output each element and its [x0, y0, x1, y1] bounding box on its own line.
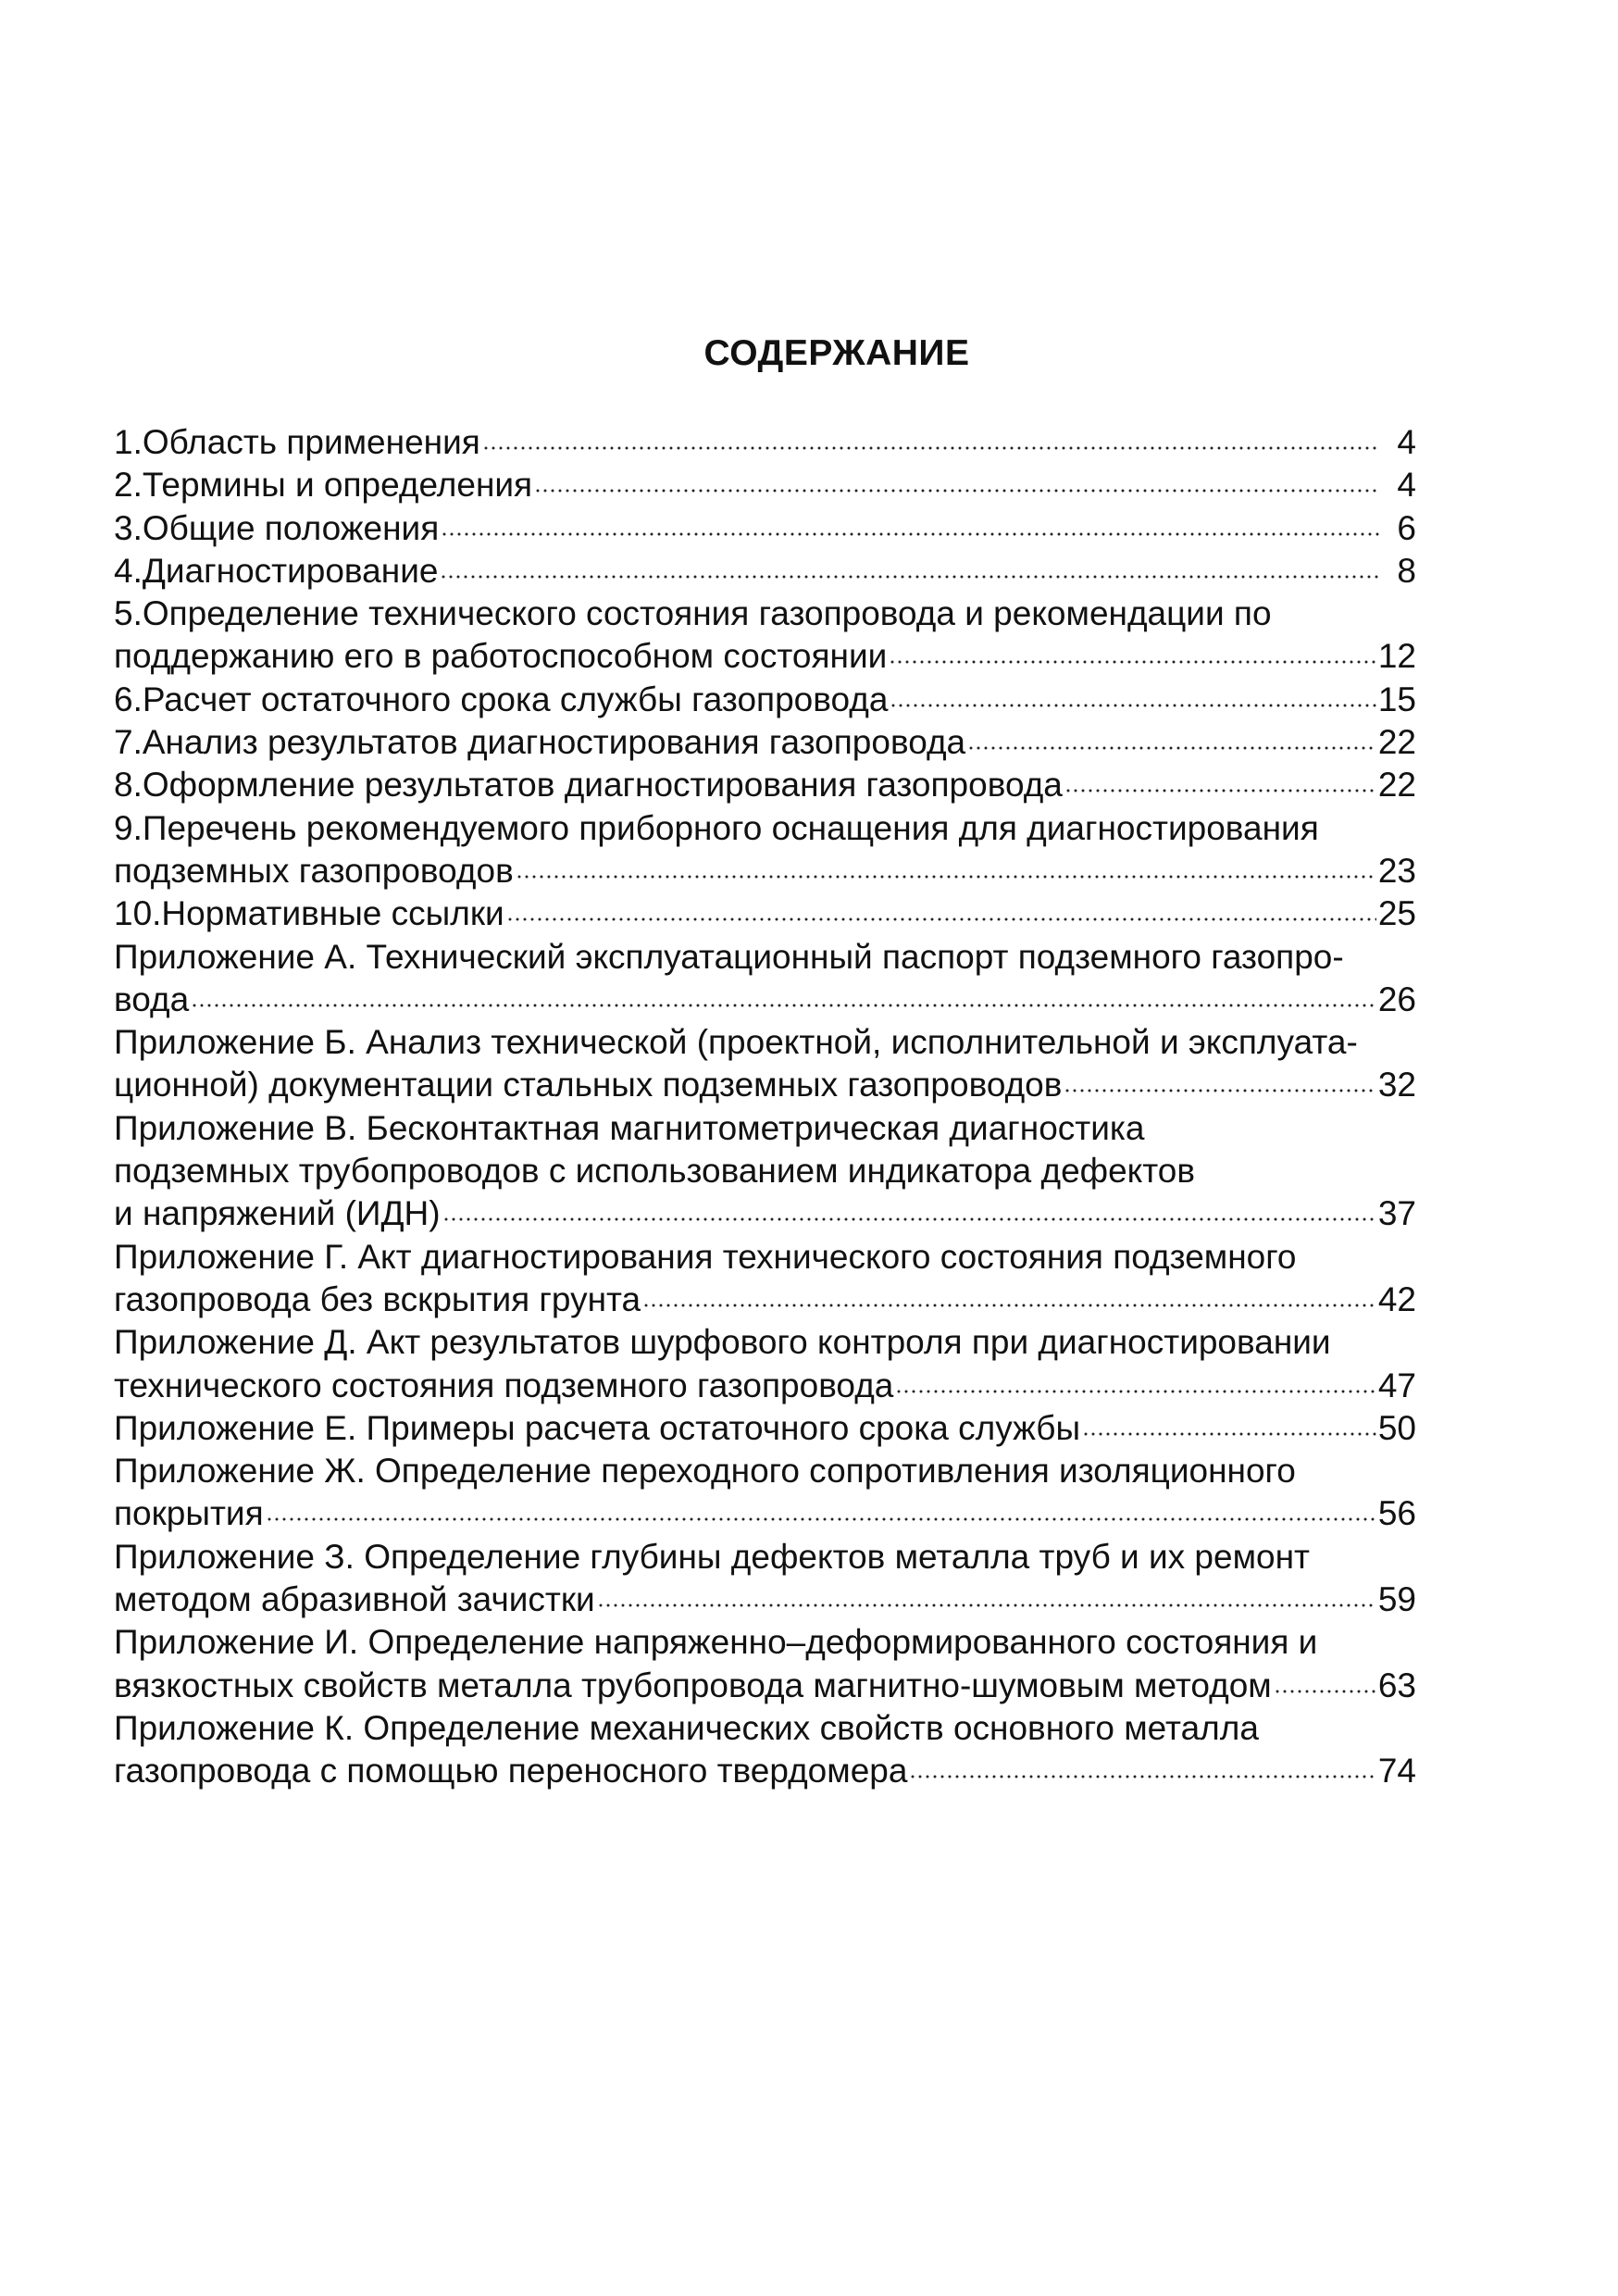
- dot-leader: [442, 1217, 1376, 1221]
- toc-line-text: Приложение В. Бесконтактная магнитометрическая диагностика: [114, 1108, 1145, 1147]
- toc-line-text: Приложение Е. Примеры расчета остаточного срока службы: [114, 1408, 1081, 1447]
- toc-line: [114, 807, 1416, 850]
- toc-line: [114, 1665, 1416, 1707]
- toc-line: [114, 421, 1416, 464]
- toc-line: [114, 1321, 1416, 1364]
- toc-line-text: 7.Анализ результатов диагностирования газопровода: [114, 723, 966, 762]
- dot-leader: [1082, 1432, 1376, 1436]
- dot-leader: [967, 746, 1376, 750]
- toc-line: [114, 979, 1416, 1021]
- toc-line-text: покрытия: [114, 1494, 264, 1533]
- toc-page-number: 8: [1397, 551, 1416, 590]
- toc-page-number: 23: [1377, 851, 1416, 890]
- page-title: СОДЕРЖАНИЕ: [703, 333, 970, 373]
- toc-page-number: 25: [1377, 894, 1416, 933]
- toc-page-number: 59: [1377, 1580, 1416, 1619]
- toc-line-text: 1.Область применения: [114, 423, 480, 461]
- dot-leader: [1064, 1089, 1375, 1092]
- dot-leader: [191, 1004, 1376, 1007]
- toc-line: [114, 892, 1416, 935]
- toc-page-number: 47: [1377, 1366, 1416, 1404]
- dot-leader: [482, 446, 1379, 450]
- dot-leader: [506, 917, 1376, 921]
- toc-line: [114, 1621, 1416, 1664]
- toc-line: [114, 1279, 1416, 1321]
- toc-line-text: вода: [114, 980, 190, 1018]
- toc-line-text: газопровода с помощью переносного твердомера: [114, 1752, 908, 1791]
- toc-page-number: 50: [1377, 1408, 1416, 1447]
- dot-leader: [890, 704, 1375, 707]
- toc-line-text: поддержанию его в работоспособном состоянии: [114, 637, 888, 676]
- toc-line-text: 6.Расчет остаточного срока службы газопровода: [114, 680, 889, 718]
- toc-line-text: 2.Термины и определения: [114, 466, 533, 505]
- toc-line-text: 5.Определение технического состояния газопровода и рекомендации по: [114, 594, 1272, 633]
- toc-line: [114, 550, 1416, 593]
- toc-page-number: 26: [1377, 980, 1416, 1018]
- dot-leader: [1274, 1690, 1376, 1693]
- dot-leader: [1064, 789, 1376, 792]
- toc-page-number: 22: [1377, 723, 1416, 762]
- toc-line-text: Приложение Б. Анализ технической (проектной, исполнительной и эксплуата-: [114, 1023, 1358, 1062]
- toc-line-text: газопровода без вскрытия грунта: [114, 1279, 641, 1318]
- toc-line: [114, 507, 1416, 550]
- toc-line: [114, 679, 1416, 721]
- toc-line: [114, 1365, 1416, 1407]
- toc-line: [114, 1236, 1416, 1279]
- toc-line: [114, 936, 1416, 979]
- toc-page-number: 4: [1397, 466, 1416, 505]
- toc-line: [114, 764, 1416, 806]
- dot-leader: [534, 489, 1379, 493]
- toc-line: [114, 464, 1416, 506]
- toc-line-text: Приложение А. Технический эксплуатационный паспорт подземного газопро-: [114, 937, 1344, 976]
- toc-line: [114, 1192, 1416, 1235]
- toc-line: [114, 1707, 1416, 1750]
- toc-line-text: 8.Оформление результатов диагностирования газопровода: [114, 766, 1063, 805]
- toc-line: [114, 1450, 1416, 1492]
- dot-leader: [516, 875, 1376, 879]
- toc-page-number: 56: [1377, 1494, 1416, 1533]
- toc-page-number: 4: [1397, 423, 1416, 461]
- toc-line-text: Приложение И. Определение напряженно–деформированного состояния и: [114, 1623, 1318, 1662]
- toc-page-number: 15: [1377, 680, 1416, 718]
- toc-line: [114, 1021, 1416, 1064]
- toc-page-number: 74: [1377, 1752, 1416, 1791]
- toc-line: [114, 1407, 1416, 1450]
- toc-line-text: методом абразивной зачистки: [114, 1580, 595, 1619]
- toc-line-text: Приложение К. Определение механических свойств основного металла: [114, 1708, 1259, 1747]
- dot-leader: [909, 1775, 1375, 1778]
- dot-leader: [889, 660, 1376, 664]
- dot-leader: [266, 1517, 1376, 1521]
- toc-line-text: и напряжений (ИДН): [114, 1194, 441, 1233]
- toc-page-number: 42: [1377, 1279, 1416, 1318]
- toc-line-text: подземных трубопроводов с использованием индикатора дефектов: [114, 1152, 1196, 1191]
- toc-line-text: Приложение Ж. Определение переходного сопротивления изоляционного: [114, 1452, 1296, 1491]
- toc-line-text: Приложение Д. Акт результатов шурфового контроля при диагностировании: [114, 1323, 1331, 1362]
- toc-line-text: 3.Общие положения: [114, 508, 440, 547]
- toc-page-number: 32: [1377, 1066, 1416, 1104]
- toc-line: [114, 1750, 1416, 1792]
- toc-line: [114, 1107, 1416, 1150]
- dot-leader: [441, 532, 1379, 536]
- table-of-contents: [114, 421, 1416, 1793]
- dot-leader: [642, 1304, 1376, 1307]
- toc-line-text: 9.Перечень рекомендуемого приборного оснащения для диагностирования: [114, 808, 1319, 847]
- toc-line-text: Приложение З. Определение глубины дефектов металла труб и их ремонт: [114, 1537, 1310, 1576]
- toc-line-text: 10.Нормативные ссылки: [114, 894, 504, 933]
- toc-page-number: 63: [1377, 1666, 1416, 1704]
- toc-page-number: 12: [1377, 637, 1416, 676]
- toc-line-text: ционной) документации стальных подземных газопроводов: [114, 1066, 1063, 1104]
- toc-line: [114, 1578, 1416, 1621]
- dot-leader: [597, 1603, 1376, 1607]
- toc-line: [114, 635, 1416, 678]
- toc-line-text: 4.Диагностирование: [114, 551, 439, 590]
- dot-leader: [895, 1390, 1375, 1393]
- dot-leader: [440, 575, 1379, 579]
- toc-line: [114, 593, 1416, 635]
- toc-line: [114, 721, 1416, 764]
- toc-line-text: технического состояния подземного газопровода: [114, 1366, 894, 1404]
- toc-line-text: Приложение Г. Акт диагностирования технического состояния подземного: [114, 1237, 1297, 1276]
- toc-page-number: 22: [1377, 766, 1416, 805]
- toc-line-text: вязкостных свойств металла трубопровода магнитно-шумовым методом: [114, 1666, 1272, 1704]
- toc-line: [114, 1064, 1416, 1106]
- toc-line: [114, 1150, 1416, 1192]
- toc-line: [114, 850, 1416, 892]
- toc-line-text: подземных газопроводов: [114, 851, 514, 890]
- toc-page-number: 6: [1397, 508, 1416, 547]
- toc-page-number: 37: [1377, 1194, 1416, 1233]
- toc-line: [114, 1536, 1416, 1578]
- toc-line: [114, 1492, 1416, 1535]
